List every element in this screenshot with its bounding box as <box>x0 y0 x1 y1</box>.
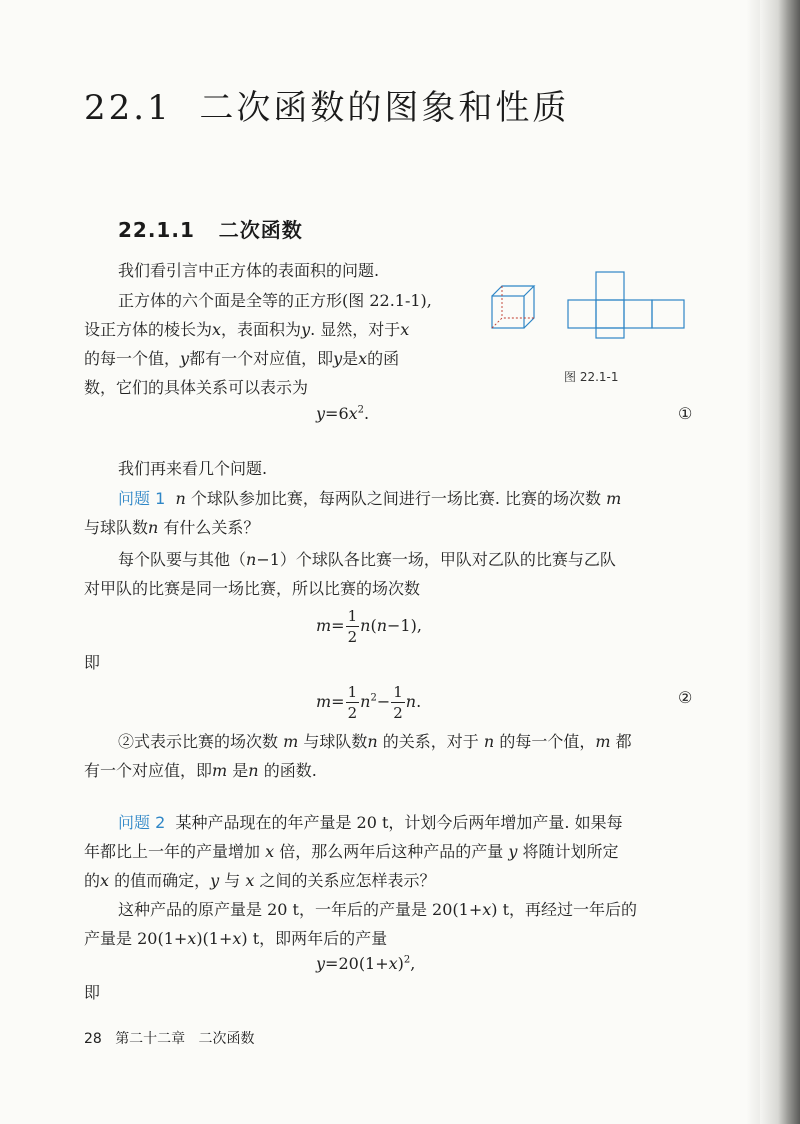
ji-line-1: 即 <box>84 653 101 672</box>
chapter-name: 二次函数 <box>198 1031 255 1047</box>
answer-1-line-2: 对甲队的比赛是同一场比赛，所以比赛的场次数 <box>84 579 421 598</box>
page-number: 28 <box>84 1031 102 1047</box>
question-2-line-1: 问题 2 某种产品现在的年产量是 20 t，计划今后两年增加产量. 如果每 <box>118 813 623 832</box>
more-problems-line: 我们再来看几个问题. <box>118 459 268 478</box>
intro-line-4: 的每一个值，y都有一个对应值，即y是x的函 <box>84 349 400 368</box>
equation-1: $y=6x^2$. <box>316 404 370 423</box>
book-spine <box>760 0 800 1124</box>
section-number: 22.1 <box>84 88 172 128</box>
question-2-label: 问题 2 <box>118 813 166 832</box>
figure-caption: 图 22.1-1 <box>564 370 619 384</box>
subsection-title <box>118 214 303 243</box>
equation-label-2: ② <box>678 688 693 707</box>
answer-1-line-1: 每个队要与其他（n−1）个球队各比赛一场，甲队对乙队的比赛与乙队 <box>118 550 616 569</box>
cube-net <box>568 272 684 338</box>
question-1-line-2: 与球队数n 有什么关系？ <box>84 518 260 537</box>
intro-line-5: 数，它们的具体关系可以表示为 <box>84 378 309 397</box>
equation-2: m= $\frac{1}{2}$ n(n−1), <box>316 607 422 646</box>
answer-2-line-1: 这种产品的原产量是 20 t，一年后的产量是 20(1+x) t，再经过一年后的 <box>118 900 638 919</box>
intro-line-2: 正方体的六个面是全等的正方形(图 22.1-1), <box>118 291 432 310</box>
cube-figure <box>488 268 698 340</box>
question-2-line-2: 年都比上一年的产量增加 x 倍，那么两年后这种产品的产量 y 将随计划所定 <box>84 842 619 861</box>
subsection-number: 22.1.1 <box>118 218 195 242</box>
page-shadow <box>746 0 760 1124</box>
cube-icon <box>492 286 534 328</box>
equation-4: $y=20(1+x)^2$, <box>316 954 416 973</box>
section-title-text: 二次函数的图象和性质 <box>199 88 570 128</box>
subsection-title-text: 二次函数 <box>218 218 303 242</box>
intro-line-3: 设正方体的棱长为x，表面积为y. 显然，对于x <box>84 320 410 339</box>
conclusion-1-line-1: ②式表示比赛的场次数 m 与球队数n 的关系，对于 n 的每一个值，m 都 <box>118 732 632 751</box>
answer-2-line-2: 产量是 20(1+x)(1+x) t，即两年后的产量 <box>84 929 388 948</box>
ji-line-2: 即 <box>84 983 101 1002</box>
conclusion-1-line-2: 有一个对应值，即m 是n 的函数. <box>84 761 317 780</box>
equation-3: m= $\frac{1}{2}$ $n^2-$ $\frac{1}{2}$ n. <box>316 683 422 722</box>
question-1-label: 问题 1 <box>118 489 166 508</box>
page-footer <box>84 1028 255 1048</box>
chapter-label: 第二十二章 <box>115 1031 186 1047</box>
intro-line-1: 我们看引言中正方体的表面积的问题. <box>118 261 380 280</box>
question-2-line-3: 的x 的值而确定，y 与 x 之间的关系应怎样表示？ <box>84 871 436 890</box>
section-title <box>84 80 569 129</box>
equation-label-1: ① <box>678 404 693 423</box>
question-1-line-1: 问题 1 n 个球队参加比赛，每两队之间进行一场比赛. 比赛的场次数 m <box>118 489 622 508</box>
